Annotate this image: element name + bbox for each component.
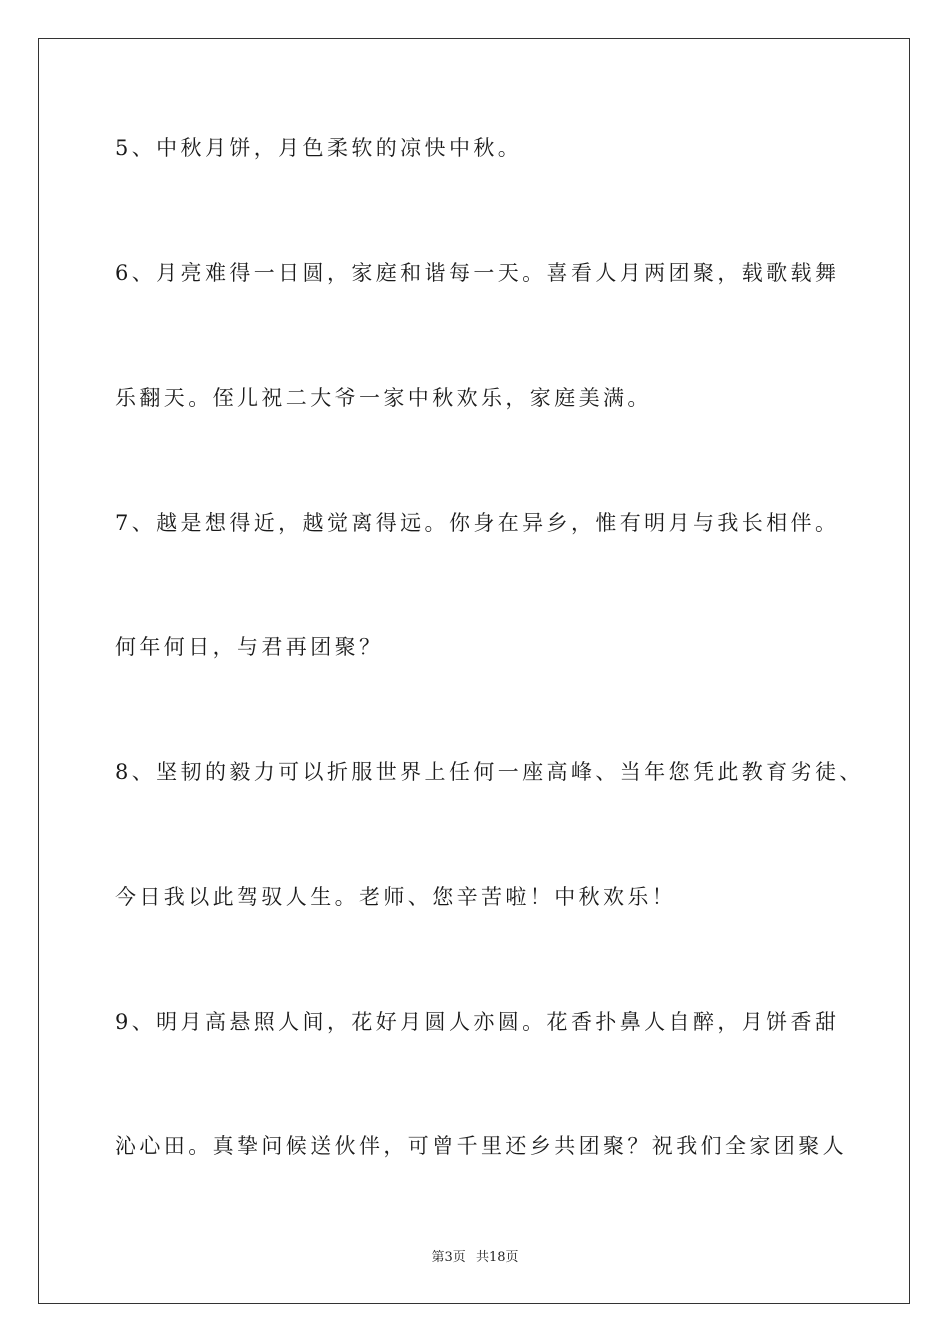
text-line: 沁心田。真挚问候送伙伴，可曾千里还乡共团聚？祝我们全家团聚人 [115,1134,847,1158]
text-line: 今日我以此驾驭人生。老师、您辛苦啦！中秋欢乐！ [115,885,677,909]
text-line: 5、中秋月饼，月色柔软的凉快中秋。 [115,136,523,160]
text-line: 何年何日，与君再团聚？ [115,635,384,659]
page-number: 第3页 [431,1250,466,1265]
text-line: 乐翻天。侄儿祝二大爷一家中秋欢乐，家庭美满。 [115,386,652,410]
page-footer [0,1246,950,1265]
text-line: 7、越是想得近，越觉离得远。你身在异乡，惟有明月与我长相伴。 [115,511,840,535]
text-line: 6、月亮难得一日圆，家庭和谐每一天。喜看人月两团聚，载歌载舞 [115,261,840,285]
text-line: 8、坚韧的毅力可以折服世界上任何一座高峰、当年您凭此教育劣徒、 [115,760,864,784]
text-line: 9、明月高悬照人间，花好月圆人亦圆。花香扑鼻人自醉，月饼香甜 [115,1010,840,1034]
page-total: 共18页 [475,1250,519,1265]
page-border [38,38,910,1304]
